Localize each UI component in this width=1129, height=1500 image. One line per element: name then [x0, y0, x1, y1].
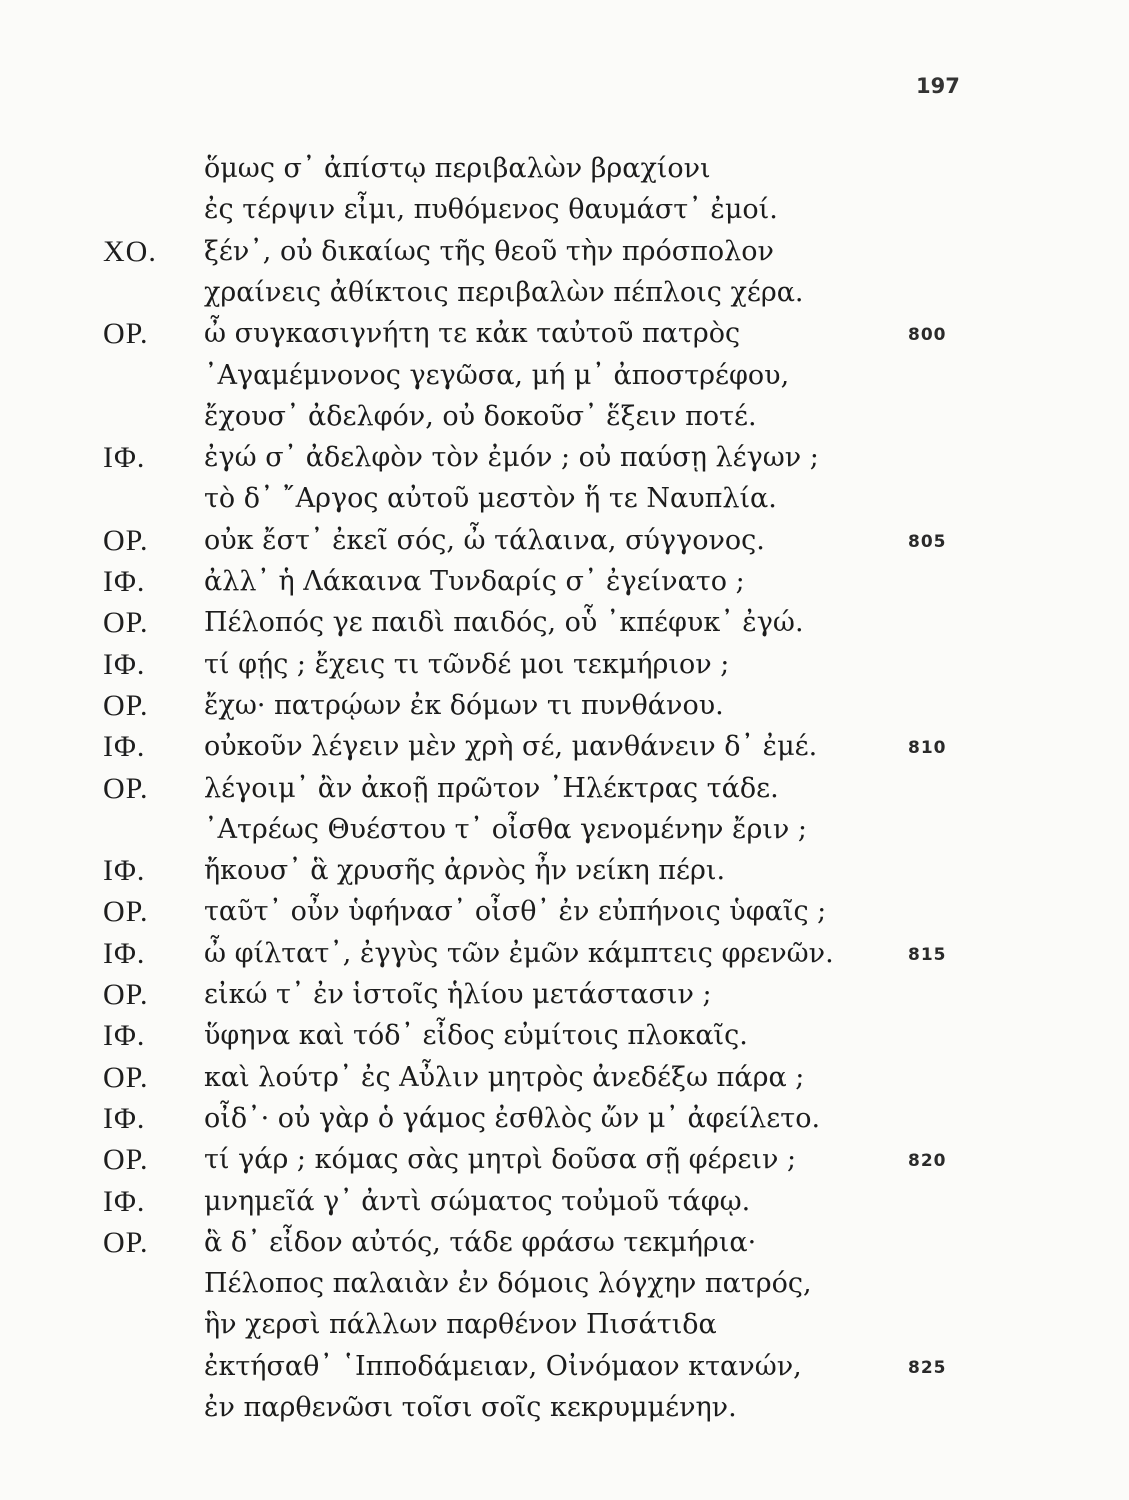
speaker-label: ΟΡ. [103, 771, 149, 805]
verse-line [0, 891, 1129, 932]
line-number: 825 [908, 1357, 947, 1378]
verse-text: οὐκοῦν λέγειν μὲν χρὴ σέ, μανθάνειν δ᾽ ἐμέ. [204, 731, 818, 763]
verse-text: ὦ συγκασιγνήτη τε κἀκ ταὐτοῦ πατρὸς [204, 318, 741, 350]
verse-text: ταῦτ᾽ οὖν ὑφήνασ᾽ οἶσθ᾽ ἐν εὐπήνοις ὑφαῖς ; [204, 896, 827, 928]
page-number: 197 [916, 74, 960, 98]
verse-text: τί γάρ ; κόμας σὰς μητρὶ δοῦσα σῇ φέρειν ; [204, 1144, 797, 1176]
verse-text: λέγοιμ᾽ ἂν ἀκοῇ πρῶτον ᾽Ηλέκτρας τάδε. [204, 772, 779, 804]
verse-line [0, 768, 1129, 809]
verse-line [0, 148, 1129, 189]
verse-line [0, 809, 1129, 850]
verse-text: ᾽Ατρέως Θυέστου τ᾽ οἶσθα γενομένην ἔριν ; [204, 813, 807, 845]
verse-line [0, 850, 1129, 891]
speaker-label: ΙΦ. [103, 1101, 146, 1135]
verse-line [0, 974, 1129, 1015]
verse-text: μνημεῖά γ᾽ ἀντὶ σώματος τοὐμοῦ τάφῳ. [204, 1185, 751, 1217]
verse-text: ἐν παρθενῶσι τοῖσι σοῖς κεκρυμμένην. [204, 1392, 737, 1423]
speaker-label: ΟΡ. [103, 1225, 149, 1259]
verse-text: καὶ λούτρ᾽ ἐς Αὖλιν μητρὸς ἀνεδέξω πάρα ; [204, 1061, 805, 1093]
speaker-label: ΟΡ. [103, 895, 149, 929]
verse-line [0, 1015, 1129, 1056]
speaker-label: ΟΡ. [103, 978, 149, 1011]
verse-line [0, 231, 1129, 272]
verse-line [0, 726, 1129, 767]
verse-line [0, 478, 1129, 519]
verse-line [0, 1139, 1129, 1180]
verse-text: τί φῄς ; ἔχεις τι τῶνδέ μοι τεκμήριον ; [204, 648, 730, 680]
verse-line [0, 1222, 1129, 1263]
verse-line [0, 272, 1129, 313]
verse-text: Πέλοπός γε παιδὶ παιδός, οὗ ᾽κπέφυκ᾽ ἐγώ. [204, 607, 804, 639]
verse-text: εἰκώ τ᾽ ἐν ἱστοῖς ἡλίου μετάστασιν ; [204, 979, 712, 1010]
verse-text: ἤκουσ᾽ ἃ χρυσῆς ἀρνὸς ἦν νείκη πέρι. [204, 855, 726, 887]
speaker-label: ΙΦ. [103, 565, 146, 598]
verse-line [0, 520, 1129, 561]
verse-line [0, 644, 1129, 685]
verse-text: χραίνεις ἀθίκτοις περιβαλὼν πέπλοις χέρα. [204, 276, 804, 308]
speaker-label: ΙΦ. [103, 1184, 146, 1218]
verse-line [0, 1304, 1129, 1345]
verse-text: ἐς τέρψιν εἶμι, πυθόμενος θαυμάστ᾽ ἐμοί. [204, 194, 778, 226]
verse-text: ἐκτήσαθ᾽ ῾Ιπποδάμειαν, Οἰνόμαον κτανών, [204, 1350, 802, 1382]
verse-text: ἔχω· πατρῴων ἐκ δόμων τι πυνθάνου. [204, 689, 724, 721]
speaker-label: ΧΟ. [103, 234, 157, 268]
speaker-label: ΙΦ. [103, 854, 146, 888]
speaker-label: ΙΦ. [103, 1019, 146, 1053]
verse-text: Πέλοπος παλαιὰν ἐν δόμοις λόγχην πατρός, [204, 1268, 812, 1300]
verse-text: ὅμως σ᾽ ἀπίστῳ περιβαλὼν βραχίονι [204, 153, 711, 184]
verse-line [0, 685, 1129, 726]
speaker-label: ΟΡ. [103, 317, 149, 351]
verse-line [0, 1098, 1129, 1139]
speaker-label: ΙΦ. [103, 441, 146, 475]
verse-text: ἔχουσ᾽ ἀδελφόν, οὐ δοκοῦσ᾽ ἕξειν ποτέ. [204, 400, 757, 432]
verse-text: ἃ δ᾽ εἶδον αὐτός, τάδε φράσω τεκμήρια· [204, 1226, 757, 1258]
verse-line [0, 1387, 1129, 1428]
speaker-label: ΙΦ. [103, 730, 146, 764]
speaker-label: ΟΡ. [103, 1060, 149, 1094]
verse-line [0, 189, 1129, 230]
verse-line [0, 933, 1129, 974]
verse-line [0, 396, 1129, 437]
verse-line [0, 602, 1129, 643]
line-number: 815 [908, 944, 947, 965]
verse-text: ἣν χερσὶ πάλλων παρθένον Πισάτιδα [204, 1309, 717, 1341]
verse-text: ὕφηνα καὶ τόδ᾽ εἶδος εὐμίτοις πλοκαῖς. [204, 1020, 748, 1052]
verse-text: ὦ φίλτατ᾽, ἐγγὺς τῶν ἐμῶν κάμπτεις φρενῶν. [204, 937, 834, 969]
verse-text: ᾽Αγαμέμνονος γεγῶσα, μή μ᾽ ἀποστρέφου, [204, 359, 790, 391]
speaker-label: ΟΡ. [103, 1143, 149, 1177]
verse-line [0, 1181, 1129, 1222]
verse-text: οἶδ᾽· οὐ γὰρ ὁ γάμος ἐσθλὸς ὤν μ᾽ ἀφείλετο. [204, 1102, 821, 1134]
speaker-label: ΟΡ. [103, 523, 149, 557]
verse-line [0, 1263, 1129, 1304]
line-number: 820 [908, 1151, 947, 1172]
verse-line [0, 1057, 1129, 1098]
verse-text: ἀλλ᾽ ἡ Λάκαινα Τυνδαρίς σ᾽ ἐγείνατο ; [204, 566, 745, 597]
speaker-label: ΙΦ. [103, 647, 146, 681]
verse-line [0, 355, 1129, 396]
verse-line [0, 437, 1129, 478]
verse-line [0, 561, 1129, 602]
speaker-label: ΙΦ. [103, 936, 146, 970]
verse-text: ξέν᾽, οὐ δικαίως τῆς θεοῦ τὴν πρόσπολον [204, 235, 774, 267]
speaker-label: ΟΡ. [103, 688, 149, 722]
line-number: 805 [908, 531, 947, 552]
line-number: 810 [908, 738, 947, 759]
speaker-label: ΟΡ. [103, 606, 149, 640]
verse-line [0, 1346, 1129, 1387]
verse-line [0, 313, 1129, 354]
verse-text: τὸ δ᾽ ῎Αργος αὐτοῦ μεστὸν ἥ τε Ναυπλία. [204, 483, 777, 515]
verse-text: οὐκ ἔστ᾽ ἐκεῖ σός, ὦ τάλαινα, σύγγονος. [204, 524, 765, 556]
line-number: 800 [908, 325, 947, 346]
verse-text: ἐγώ σ᾽ ἀδελφὸν τὸν ἐμόν ; οὐ παύσῃ λέγων ; [204, 442, 819, 474]
